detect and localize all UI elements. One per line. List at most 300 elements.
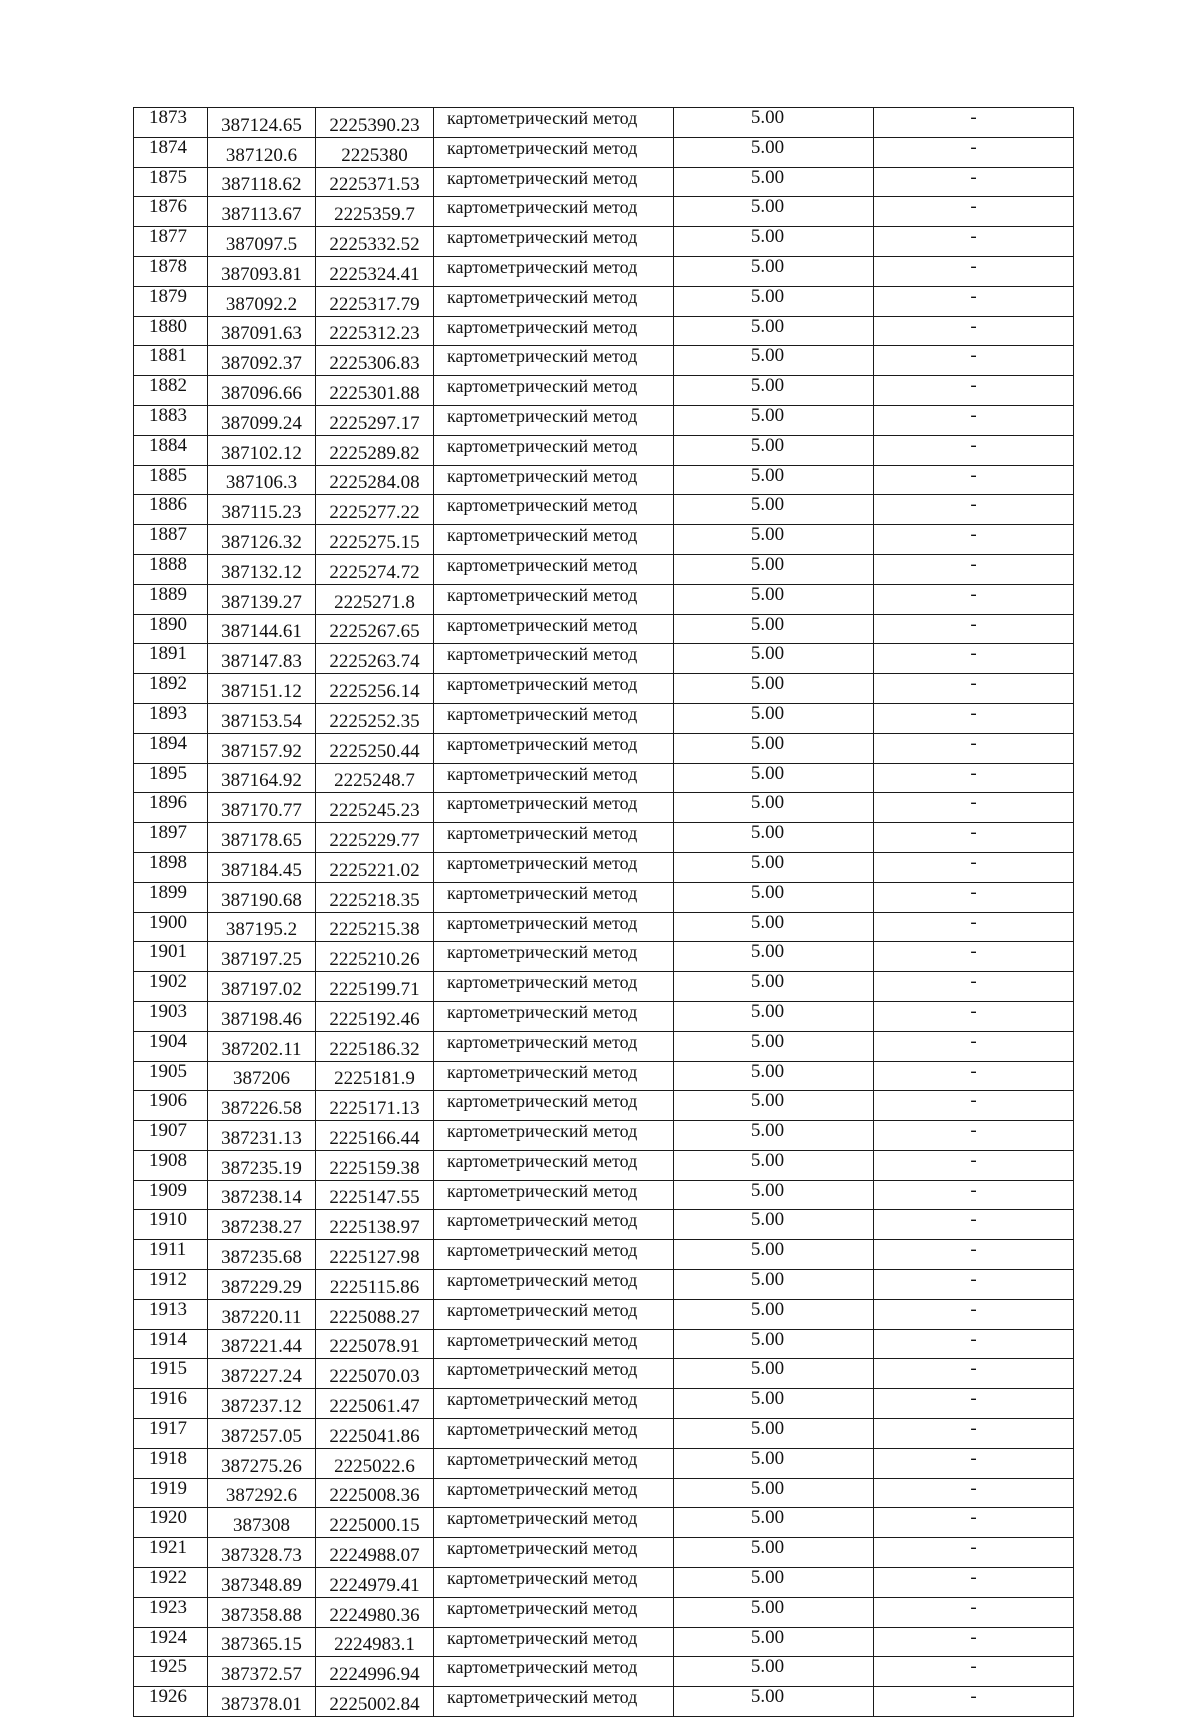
point-number-cell: 1905 bbox=[134, 1061, 208, 1091]
accuracy-cell: 5.00 bbox=[674, 674, 874, 704]
y-coordinate-cell: 2225078.91 bbox=[316, 1329, 434, 1359]
accuracy-cell: 5.00 bbox=[674, 1657, 874, 1687]
y-coordinate-cell: 2225271.8 bbox=[316, 584, 434, 614]
point-number-cell: 1893 bbox=[134, 703, 208, 733]
y-coordinate-cell: 2225301.88 bbox=[316, 376, 434, 406]
point-number-cell: 1907 bbox=[134, 1121, 208, 1151]
point-number-cell: 1898 bbox=[134, 852, 208, 882]
note-cell: - bbox=[874, 852, 1074, 882]
table-row bbox=[134, 1687, 1074, 1717]
point-number-cell: 1918 bbox=[134, 1448, 208, 1478]
x-coordinate-cell: 387328.73 bbox=[208, 1538, 316, 1568]
note-cell: - bbox=[874, 1180, 1074, 1210]
accuracy-cell: 5.00 bbox=[674, 495, 874, 525]
table-row bbox=[134, 912, 1074, 942]
table-row bbox=[134, 465, 1074, 495]
accuracy-cell: 5.00 bbox=[674, 972, 874, 1002]
method-cell: картометрический метод bbox=[434, 554, 674, 584]
point-number-cell: 1909 bbox=[134, 1180, 208, 1210]
method-cell: картометрический метод bbox=[434, 1627, 674, 1657]
point-number-cell: 1922 bbox=[134, 1568, 208, 1598]
accuracy-cell: 5.00 bbox=[674, 137, 874, 167]
x-coordinate-cell: 387227.24 bbox=[208, 1359, 316, 1389]
accuracy-cell: 5.00 bbox=[674, 1240, 874, 1270]
note-cell: - bbox=[874, 763, 1074, 793]
x-coordinate-cell: 387226.58 bbox=[208, 1091, 316, 1121]
note-cell: - bbox=[874, 972, 1074, 1002]
note-cell: - bbox=[874, 167, 1074, 197]
method-cell: картометрический метод bbox=[434, 1061, 674, 1091]
x-coordinate-cell: 387170.77 bbox=[208, 793, 316, 823]
x-coordinate-cell: 387113.67 bbox=[208, 197, 316, 227]
accuracy-cell: 5.00 bbox=[674, 823, 874, 853]
accuracy-cell: 5.00 bbox=[674, 1329, 874, 1359]
method-cell: картометрический метод bbox=[434, 1180, 674, 1210]
x-coordinate-cell: 387198.46 bbox=[208, 1001, 316, 1031]
x-coordinate-cell: 387206 bbox=[208, 1061, 316, 1091]
y-coordinate-cell: 2225002.84 bbox=[316, 1687, 434, 1717]
y-coordinate-cell: 2225256.14 bbox=[316, 674, 434, 704]
table-row bbox=[134, 1240, 1074, 1270]
point-number-cell: 1900 bbox=[134, 912, 208, 942]
x-coordinate-cell: 387372.57 bbox=[208, 1657, 316, 1687]
x-coordinate-cell: 387164.92 bbox=[208, 763, 316, 793]
table-row bbox=[134, 286, 1074, 316]
table-row bbox=[134, 1150, 1074, 1180]
note-cell: - bbox=[874, 1240, 1074, 1270]
point-number-cell: 1874 bbox=[134, 137, 208, 167]
accuracy-cell: 5.00 bbox=[674, 912, 874, 942]
method-cell: картометрический метод bbox=[434, 1448, 674, 1478]
note-cell: - bbox=[874, 1597, 1074, 1627]
method-cell: картометрический метод bbox=[434, 674, 674, 704]
accuracy-cell: 5.00 bbox=[674, 108, 874, 138]
point-number-cell: 1892 bbox=[134, 674, 208, 704]
x-coordinate-cell: 387092.37 bbox=[208, 346, 316, 376]
accuracy-cell: 5.00 bbox=[674, 376, 874, 406]
note-cell: - bbox=[874, 1627, 1074, 1657]
point-number-cell: 1908 bbox=[134, 1150, 208, 1180]
table-row bbox=[134, 1329, 1074, 1359]
table-row bbox=[134, 435, 1074, 465]
note-cell: - bbox=[874, 465, 1074, 495]
note-cell: - bbox=[874, 644, 1074, 674]
note-cell: - bbox=[874, 1270, 1074, 1300]
method-cell: картометрический метод bbox=[434, 942, 674, 972]
y-coordinate-cell: 2225250.44 bbox=[316, 733, 434, 763]
y-coordinate-cell: 2225171.13 bbox=[316, 1091, 434, 1121]
point-number-cell: 1903 bbox=[134, 1001, 208, 1031]
accuracy-cell: 5.00 bbox=[674, 465, 874, 495]
accuracy-cell: 5.00 bbox=[674, 614, 874, 644]
x-coordinate-cell: 387106.3 bbox=[208, 465, 316, 495]
point-number-cell: 1904 bbox=[134, 1031, 208, 1061]
y-coordinate-cell: 2225199.71 bbox=[316, 972, 434, 1002]
note-cell: - bbox=[874, 137, 1074, 167]
table-row bbox=[134, 256, 1074, 286]
y-coordinate-cell: 2225008.36 bbox=[316, 1478, 434, 1508]
table-row bbox=[134, 1001, 1074, 1031]
point-number-cell: 1876 bbox=[134, 197, 208, 227]
x-coordinate-cell: 387132.12 bbox=[208, 554, 316, 584]
y-coordinate-cell: 2225041.86 bbox=[316, 1419, 434, 1449]
accuracy-cell: 5.00 bbox=[674, 435, 874, 465]
y-coordinate-cell: 2225070.03 bbox=[316, 1359, 434, 1389]
point-number-cell: 1920 bbox=[134, 1508, 208, 1538]
point-number-cell: 1912 bbox=[134, 1270, 208, 1300]
method-cell: картометрический метод bbox=[434, 1359, 674, 1389]
accuracy-cell: 5.00 bbox=[674, 1091, 874, 1121]
point-number-cell: 1915 bbox=[134, 1359, 208, 1389]
note-cell: - bbox=[874, 1359, 1074, 1389]
table-row bbox=[134, 942, 1074, 972]
y-coordinate-cell: 2225275.15 bbox=[316, 525, 434, 555]
method-cell: картометрический метод bbox=[434, 584, 674, 614]
accuracy-cell: 5.00 bbox=[674, 1150, 874, 1180]
table-row bbox=[134, 1508, 1074, 1538]
method-cell: картометрический метод bbox=[434, 316, 674, 346]
accuracy-cell: 5.00 bbox=[674, 405, 874, 435]
method-cell: картометрический метод bbox=[434, 108, 674, 138]
y-coordinate-cell: 2225289.82 bbox=[316, 435, 434, 465]
table-row bbox=[134, 1270, 1074, 1300]
accuracy-cell: 5.00 bbox=[674, 197, 874, 227]
accuracy-cell: 5.00 bbox=[674, 1478, 874, 1508]
accuracy-cell: 5.00 bbox=[674, 346, 874, 376]
x-coordinate-cell: 387093.81 bbox=[208, 256, 316, 286]
point-number-cell: 1894 bbox=[134, 733, 208, 763]
point-number-cell: 1882 bbox=[134, 376, 208, 406]
method-cell: картометрический метод bbox=[434, 733, 674, 763]
method-cell: картометрический метод bbox=[434, 1031, 674, 1061]
y-coordinate-cell: 2225390.23 bbox=[316, 108, 434, 138]
note-cell: - bbox=[874, 435, 1074, 465]
x-coordinate-cell: 387153.54 bbox=[208, 703, 316, 733]
table-row bbox=[134, 1657, 1074, 1687]
table-row bbox=[134, 972, 1074, 1002]
accuracy-cell: 5.00 bbox=[674, 1210, 874, 1240]
table-row bbox=[134, 1627, 1074, 1657]
table-row bbox=[134, 703, 1074, 733]
note-cell: - bbox=[874, 1329, 1074, 1359]
table-row bbox=[134, 1299, 1074, 1329]
y-coordinate-cell: 2225324.41 bbox=[316, 256, 434, 286]
method-cell: картометрический метод bbox=[434, 1091, 674, 1121]
method-cell: картометрический метод bbox=[434, 167, 674, 197]
x-coordinate-cell: 387139.27 bbox=[208, 584, 316, 614]
method-cell: картометрический метод bbox=[434, 405, 674, 435]
table-row bbox=[134, 614, 1074, 644]
point-number-cell: 1878 bbox=[134, 256, 208, 286]
x-coordinate-cell: 387238.27 bbox=[208, 1210, 316, 1240]
x-coordinate-cell: 387221.44 bbox=[208, 1329, 316, 1359]
accuracy-cell: 5.00 bbox=[674, 644, 874, 674]
accuracy-cell: 5.00 bbox=[674, 227, 874, 257]
table-row bbox=[134, 346, 1074, 376]
point-number-cell: 1919 bbox=[134, 1478, 208, 1508]
point-number-cell: 1887 bbox=[134, 525, 208, 555]
x-coordinate-cell: 387195.2 bbox=[208, 912, 316, 942]
point-number-cell: 1889 bbox=[134, 584, 208, 614]
accuracy-cell: 5.00 bbox=[674, 1359, 874, 1389]
table-row bbox=[134, 733, 1074, 763]
note-cell: - bbox=[874, 823, 1074, 853]
table-row bbox=[134, 644, 1074, 674]
accuracy-cell: 5.00 bbox=[674, 1389, 874, 1419]
note-cell: - bbox=[874, 256, 1074, 286]
table-row bbox=[134, 1597, 1074, 1627]
x-coordinate-cell: 387257.05 bbox=[208, 1419, 316, 1449]
table-row bbox=[134, 1061, 1074, 1091]
accuracy-cell: 5.00 bbox=[674, 1568, 874, 1598]
y-coordinate-cell: 2225312.23 bbox=[316, 316, 434, 346]
method-cell: картометрический метод bbox=[434, 346, 674, 376]
note-cell: - bbox=[874, 495, 1074, 525]
note-cell: - bbox=[874, 525, 1074, 555]
note-cell: - bbox=[874, 1150, 1074, 1180]
x-coordinate-cell: 387235.68 bbox=[208, 1240, 316, 1270]
point-number-cell: 1925 bbox=[134, 1657, 208, 1687]
x-coordinate-cell: 387151.12 bbox=[208, 674, 316, 704]
point-number-cell: 1897 bbox=[134, 823, 208, 853]
method-cell: картометрический метод bbox=[434, 1568, 674, 1598]
note-cell: - bbox=[874, 1478, 1074, 1508]
method-cell: картометрический метод bbox=[434, 525, 674, 555]
table-row bbox=[134, 1359, 1074, 1389]
point-number-cell: 1924 bbox=[134, 1627, 208, 1657]
y-coordinate-cell: 2225306.83 bbox=[316, 346, 434, 376]
y-coordinate-cell: 2225159.38 bbox=[316, 1150, 434, 1180]
point-number-cell: 1911 bbox=[134, 1240, 208, 1270]
method-cell: картометрический метод bbox=[434, 435, 674, 465]
note-cell: - bbox=[874, 1389, 1074, 1419]
note-cell: - bbox=[874, 793, 1074, 823]
table-row bbox=[134, 1568, 1074, 1598]
point-number-cell: 1917 bbox=[134, 1419, 208, 1449]
x-coordinate-cell: 387348.89 bbox=[208, 1568, 316, 1598]
accuracy-cell: 5.00 bbox=[674, 1538, 874, 1568]
method-cell: картометрический метод bbox=[434, 197, 674, 227]
y-coordinate-cell: 2225245.23 bbox=[316, 793, 434, 823]
note-cell: - bbox=[874, 703, 1074, 733]
note-cell: - bbox=[874, 942, 1074, 972]
point-number-cell: 1886 bbox=[134, 495, 208, 525]
x-coordinate-cell: 387358.88 bbox=[208, 1597, 316, 1627]
accuracy-cell: 5.00 bbox=[674, 882, 874, 912]
y-coordinate-cell: 2225127.98 bbox=[316, 1240, 434, 1270]
note-cell: - bbox=[874, 1210, 1074, 1240]
table-row bbox=[134, 108, 1074, 138]
point-number-cell: 1877 bbox=[134, 227, 208, 257]
y-coordinate-cell: 2225147.55 bbox=[316, 1180, 434, 1210]
note-cell: - bbox=[874, 227, 1074, 257]
note-cell: - bbox=[874, 1657, 1074, 1687]
method-cell: картометрический метод bbox=[434, 256, 674, 286]
point-number-cell: 1888 bbox=[134, 554, 208, 584]
note-cell: - bbox=[874, 108, 1074, 138]
y-coordinate-cell: 2225277.22 bbox=[316, 495, 434, 525]
y-coordinate-cell: 2225115.86 bbox=[316, 1270, 434, 1300]
point-number-cell: 1913 bbox=[134, 1299, 208, 1329]
method-cell: картометрический метод bbox=[434, 1389, 674, 1419]
point-number-cell: 1884 bbox=[134, 435, 208, 465]
method-cell: картометрический метод bbox=[434, 852, 674, 882]
accuracy-cell: 5.00 bbox=[674, 1448, 874, 1478]
table-row bbox=[134, 793, 1074, 823]
point-number-cell: 1875 bbox=[134, 167, 208, 197]
method-cell: картометрический метод bbox=[434, 1270, 674, 1300]
point-number-cell: 1916 bbox=[134, 1389, 208, 1419]
y-coordinate-cell: 2225317.79 bbox=[316, 286, 434, 316]
accuracy-cell: 5.00 bbox=[674, 1299, 874, 1329]
y-coordinate-cell: 2225215.38 bbox=[316, 912, 434, 942]
y-coordinate-cell: 2225263.74 bbox=[316, 644, 434, 674]
y-coordinate-cell: 2225022.6 bbox=[316, 1448, 434, 1478]
accuracy-cell: 5.00 bbox=[674, 1031, 874, 1061]
accuracy-cell: 5.00 bbox=[674, 1270, 874, 1300]
table-row bbox=[134, 1538, 1074, 1568]
x-coordinate-cell: 387157.92 bbox=[208, 733, 316, 763]
method-cell: картометрический метод bbox=[434, 1299, 674, 1329]
y-coordinate-cell: 2224980.36 bbox=[316, 1597, 434, 1627]
method-cell: картометрический метод bbox=[434, 912, 674, 942]
method-cell: картометрический метод bbox=[434, 763, 674, 793]
accuracy-cell: 5.00 bbox=[674, 793, 874, 823]
y-coordinate-cell: 2224983.1 bbox=[316, 1627, 434, 1657]
accuracy-cell: 5.00 bbox=[674, 1687, 874, 1717]
method-cell: картометрический метод bbox=[434, 1687, 674, 1717]
note-cell: - bbox=[874, 554, 1074, 584]
method-cell: картометрический метод bbox=[434, 1508, 674, 1538]
y-coordinate-cell: 2225000.15 bbox=[316, 1508, 434, 1538]
method-cell: картометрический метод bbox=[434, 1329, 674, 1359]
method-cell: картометрический метод bbox=[434, 1478, 674, 1508]
note-cell: - bbox=[874, 912, 1074, 942]
x-coordinate-cell: 387126.32 bbox=[208, 525, 316, 555]
y-coordinate-cell: 2225248.7 bbox=[316, 763, 434, 793]
y-coordinate-cell: 2225359.7 bbox=[316, 197, 434, 227]
point-number-cell: 1879 bbox=[134, 286, 208, 316]
y-coordinate-cell: 2225186.32 bbox=[316, 1031, 434, 1061]
point-number-cell: 1899 bbox=[134, 882, 208, 912]
x-coordinate-cell: 387378.01 bbox=[208, 1687, 316, 1717]
x-coordinate-cell: 387202.11 bbox=[208, 1031, 316, 1061]
accuracy-cell: 5.00 bbox=[674, 1001, 874, 1031]
point-number-cell: 1891 bbox=[134, 644, 208, 674]
method-cell: картометрический метод bbox=[434, 286, 674, 316]
x-coordinate-cell: 387099.24 bbox=[208, 405, 316, 435]
accuracy-cell: 5.00 bbox=[674, 733, 874, 763]
table-row bbox=[134, 1448, 1074, 1478]
point-number-cell: 1896 bbox=[134, 793, 208, 823]
note-cell: - bbox=[874, 1031, 1074, 1061]
method-cell: картометрический метод bbox=[434, 703, 674, 733]
x-coordinate-cell: 387238.14 bbox=[208, 1180, 316, 1210]
accuracy-cell: 5.00 bbox=[674, 256, 874, 286]
method-cell: картометрический метод bbox=[434, 1150, 674, 1180]
y-coordinate-cell: 2225210.26 bbox=[316, 942, 434, 972]
note-cell: - bbox=[874, 614, 1074, 644]
method-cell: картометрический метод bbox=[434, 1419, 674, 1449]
note-cell: - bbox=[874, 882, 1074, 912]
table-row bbox=[134, 1121, 1074, 1151]
y-coordinate-cell: 2225252.35 bbox=[316, 703, 434, 733]
table-row bbox=[134, 674, 1074, 704]
accuracy-cell: 5.00 bbox=[674, 584, 874, 614]
point-number-cell: 1890 bbox=[134, 614, 208, 644]
y-coordinate-cell: 2225380 bbox=[316, 137, 434, 167]
method-cell: картометрический метод bbox=[434, 1121, 674, 1151]
table-row bbox=[134, 137, 1074, 167]
x-coordinate-cell: 387197.25 bbox=[208, 942, 316, 972]
point-number-cell: 1906 bbox=[134, 1091, 208, 1121]
table-row bbox=[134, 167, 1074, 197]
method-cell: картометрический метод bbox=[434, 823, 674, 853]
method-cell: картометрический метод bbox=[434, 644, 674, 674]
accuracy-cell: 5.00 bbox=[674, 942, 874, 972]
table-row bbox=[134, 1389, 1074, 1419]
note-cell: - bbox=[874, 584, 1074, 614]
y-coordinate-cell: 2225181.9 bbox=[316, 1061, 434, 1091]
accuracy-cell: 5.00 bbox=[674, 1121, 874, 1151]
accuracy-cell: 5.00 bbox=[674, 167, 874, 197]
method-cell: картометрический метод bbox=[434, 1001, 674, 1031]
note-cell: - bbox=[874, 286, 1074, 316]
point-number-cell: 1895 bbox=[134, 763, 208, 793]
accuracy-cell: 5.00 bbox=[674, 1419, 874, 1449]
x-coordinate-cell: 387091.63 bbox=[208, 316, 316, 346]
note-cell: - bbox=[874, 1061, 1074, 1091]
note-cell: - bbox=[874, 197, 1074, 227]
point-number-cell: 1881 bbox=[134, 346, 208, 376]
method-cell: картометрический метод bbox=[434, 614, 674, 644]
x-coordinate-cell: 387102.12 bbox=[208, 435, 316, 465]
y-coordinate-cell: 2225332.52 bbox=[316, 227, 434, 257]
accuracy-cell: 5.00 bbox=[674, 1180, 874, 1210]
x-coordinate-cell: 387190.68 bbox=[208, 882, 316, 912]
accuracy-cell: 5.00 bbox=[674, 316, 874, 346]
x-coordinate-cell: 387235.19 bbox=[208, 1150, 316, 1180]
y-coordinate-cell: 2224988.07 bbox=[316, 1538, 434, 1568]
table-row bbox=[134, 763, 1074, 793]
note-cell: - bbox=[874, 1568, 1074, 1598]
note-cell: - bbox=[874, 733, 1074, 763]
y-coordinate-cell: 2225297.17 bbox=[316, 405, 434, 435]
table-row bbox=[134, 882, 1074, 912]
note-cell: - bbox=[874, 1001, 1074, 1031]
table-row bbox=[134, 227, 1074, 257]
method-cell: картометрический метод bbox=[434, 1597, 674, 1627]
y-coordinate-cell: 2225284.08 bbox=[316, 465, 434, 495]
y-coordinate-cell: 2224996.94 bbox=[316, 1657, 434, 1687]
note-cell: - bbox=[874, 1121, 1074, 1151]
method-cell: картометрический метод bbox=[434, 793, 674, 823]
table-row bbox=[134, 584, 1074, 614]
y-coordinate-cell: 2225218.35 bbox=[316, 882, 434, 912]
method-cell: картометрический метод bbox=[434, 1240, 674, 1270]
y-coordinate-cell: 2225274.72 bbox=[316, 554, 434, 584]
table-row bbox=[134, 554, 1074, 584]
x-coordinate-cell: 387097.5 bbox=[208, 227, 316, 257]
note-cell: - bbox=[874, 1299, 1074, 1329]
accuracy-cell: 5.00 bbox=[674, 1061, 874, 1091]
table-row bbox=[134, 525, 1074, 555]
note-cell: - bbox=[874, 1687, 1074, 1717]
method-cell: картометрический метод bbox=[434, 882, 674, 912]
point-number-cell: 1926 bbox=[134, 1687, 208, 1717]
point-number-cell: 1883 bbox=[134, 405, 208, 435]
x-coordinate-cell: 387184.45 bbox=[208, 852, 316, 882]
